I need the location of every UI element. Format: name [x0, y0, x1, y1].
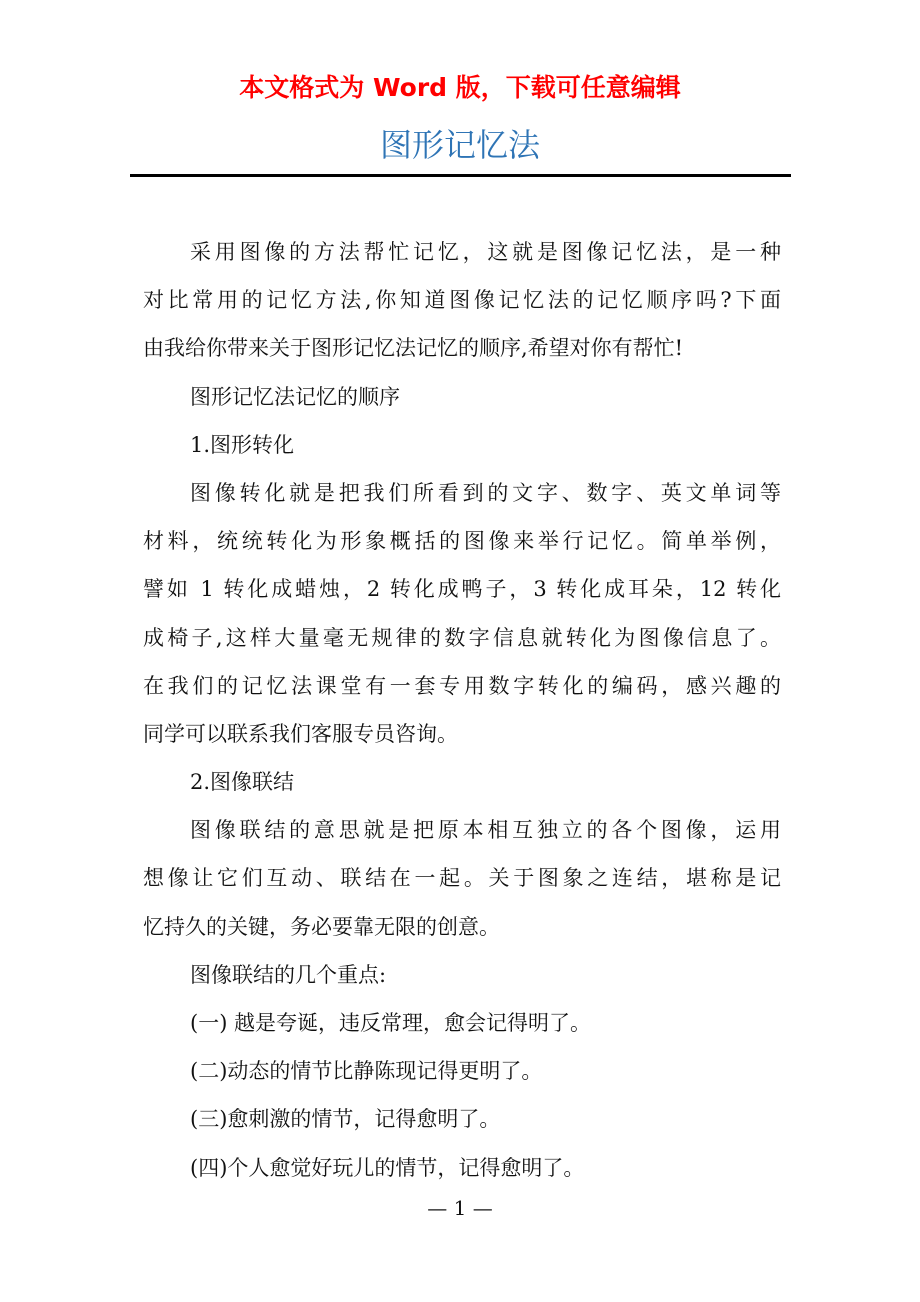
- paragraph: [143, 427, 781, 475]
- paragraph: [143, 764, 781, 812]
- paragraph-line: 同学可以联系我们客服专员咨询。: [143, 721, 458, 746]
- paragraph-line: 图像联结的意思就是把原本相互独立的各个图像，运用: [190, 818, 781, 843]
- paragraph-line: (三)愈刺激的情节，记得愈明了。: [190, 1107, 501, 1132]
- paragraph-line: 采用图像的方法帮忙记忆，这就是图像记忆法，是一种: [190, 240, 781, 264]
- paragraph-line: (二)动态的情节比静陈现记得更明了。: [190, 1059, 543, 1084]
- paragraph-line: 图像转化就是把我们所看到的文字、数字、英文单词等: [190, 480, 781, 505]
- paragraph: [143, 812, 781, 957]
- document-body: [143, 234, 781, 1198]
- paragraph-line: (四)个人愈觉好玩儿的情节，记得愈明了。: [190, 1155, 585, 1180]
- paragraph-line: (一) 越是夸诞，违反常理，愈会记得明了。: [190, 1011, 592, 1035]
- paragraph: [143, 957, 781, 1005]
- paragraph-line: 由我给你带来关于图形记忆法记忆的顺序,希望对你有帮忙!: [143, 336, 684, 361]
- paragraph: [143, 1053, 781, 1101]
- paragraph-line: 图形记忆法记忆的顺序: [190, 384, 400, 409]
- paragraph: [143, 379, 781, 427]
- paragraph: [143, 475, 781, 764]
- paragraph-line: 1.图形转化: [190, 432, 295, 457]
- paragraph: [143, 1150, 781, 1198]
- page-number: — 1 —: [427, 1196, 493, 1220]
- paragraph: [143, 1101, 781, 1149]
- paragraph-line: 材料，统统转化为形象概括的图像来举行记忆。简单举例，: [143, 529, 781, 554]
- document-title: 图形记忆法: [379, 126, 540, 164]
- paragraph: [143, 1005, 781, 1053]
- paragraph-line: 成椅子,这样大量毫无规律的数字信息就转化为图像信息了。: [143, 625, 781, 650]
- paragraph-line: 想像让它们互动、联结在一起。关于图象之连结，堪称是记: [143, 866, 781, 891]
- download-banner: 本文格式为 Word 版，下载可任意编辑: [239, 73, 681, 102]
- paragraph: [143, 234, 781, 379]
- paragraph-line: 譬如 1 转化成蜡烛，2 转化成鸭子，3 转化成耳朵，12 转化: [143, 577, 781, 602]
- paragraph-line: 2.图像联结: [190, 770, 295, 795]
- paragraph-line: 忆持久的关键，务必要靠无限的创意。: [143, 914, 500, 939]
- paragraph-line: 在我们的记忆法课堂有一套专用数字转化的编码，感兴趣的: [143, 673, 781, 698]
- paragraph-line: 图像联结的几个重点:: [190, 962, 387, 987]
- title-divider: [130, 174, 791, 177]
- paragraph-line: 对比常用的记忆方法,你知道图像记忆法的记忆顺序吗?下面: [143, 288, 781, 313]
